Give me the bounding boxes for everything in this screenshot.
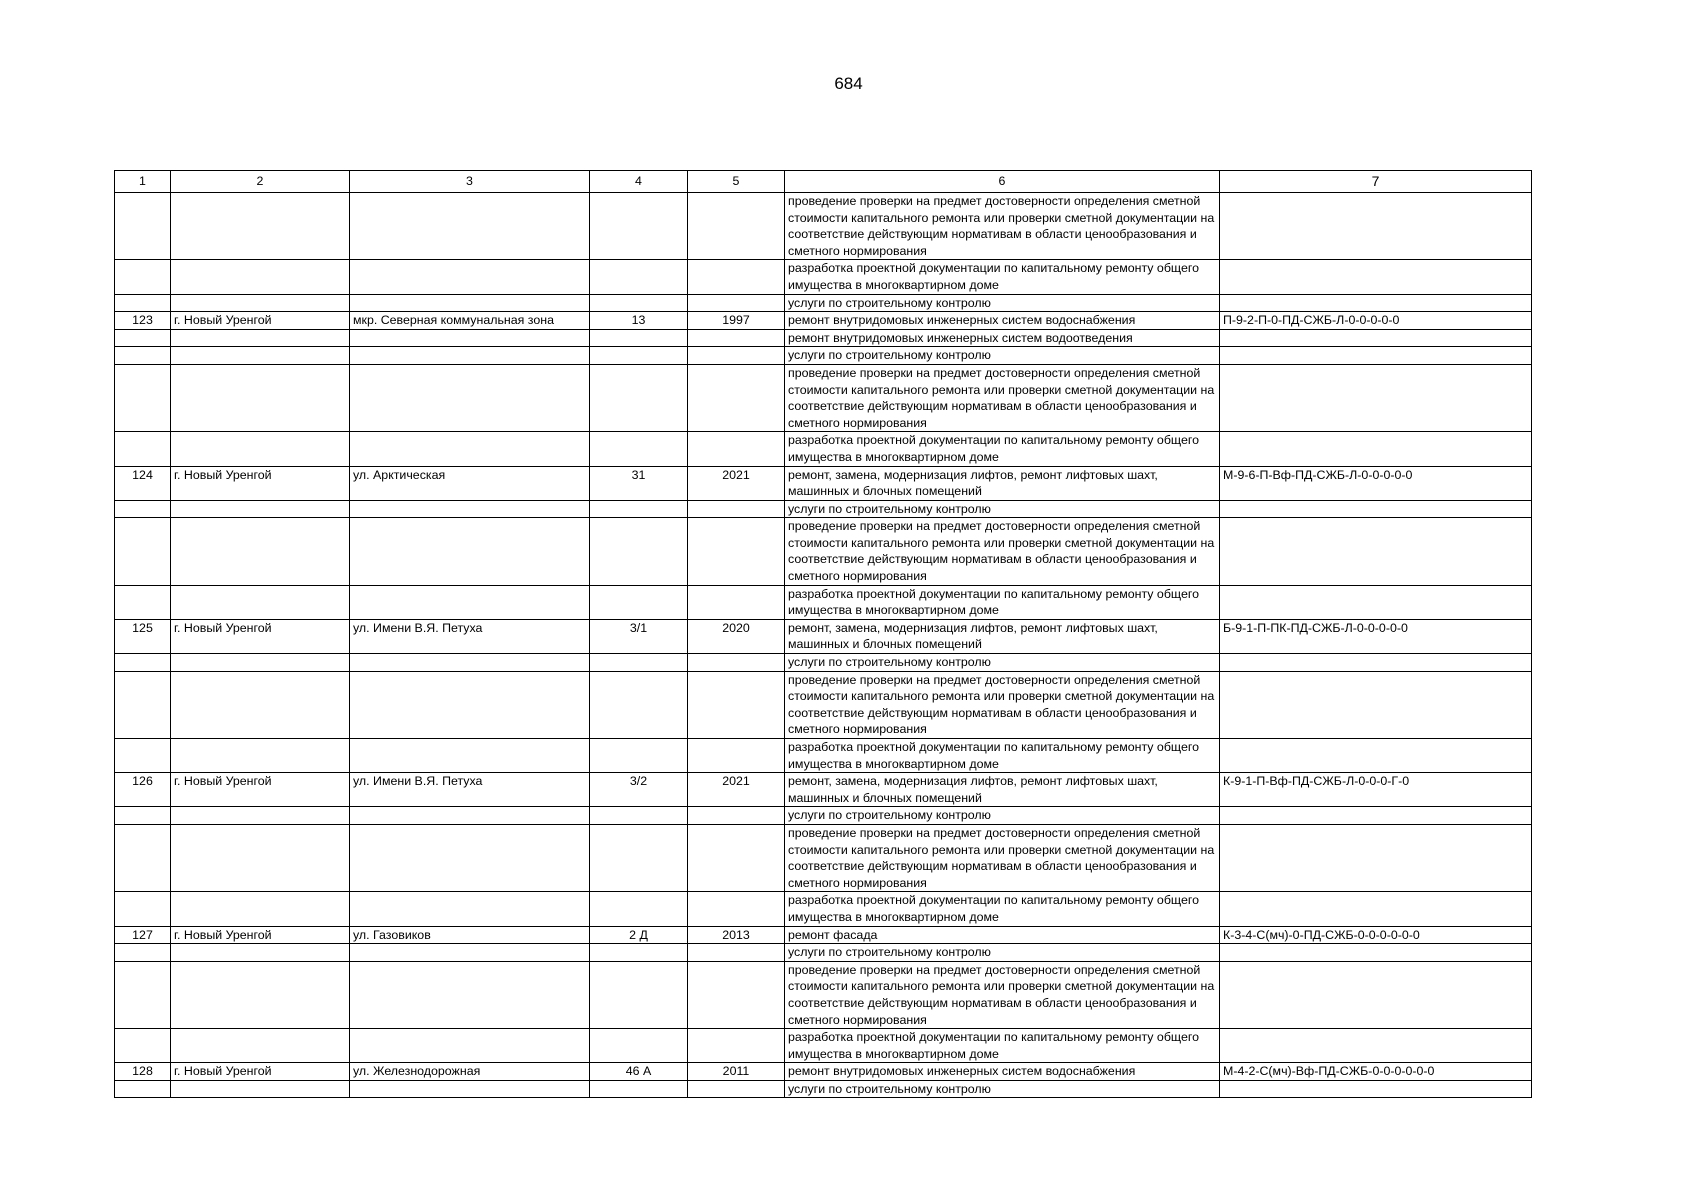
- work-type-cell: услуги по строительному контролю: [785, 807, 1220, 825]
- work-type-cell: разработка проектной документации по капитальному ремонту общего имущества в многоквартирном доме: [785, 585, 1220, 619]
- building-code-cell: М-9-6-П-Вф-ПД-СЖБ-Л-0-0-0-0-0: [1220, 466, 1532, 500]
- building-row: [115, 466, 1532, 500]
- work-row: [115, 1080, 1532, 1098]
- work-type-cell: разработка проектной документации по капитальному ремонту общего имущества в многоквартирном доме: [785, 1029, 1220, 1063]
- house-cell: [590, 294, 688, 312]
- building-row: [115, 773, 1532, 807]
- row-number-cell: [115, 432, 171, 466]
- column-header: 3: [350, 171, 590, 193]
- column-header: 2: [171, 171, 350, 193]
- work-type-cell: проведение проверки на предмет достоверности определения сметной стоимости капитального ремонта или проверки сметной документации на соответствие действующим нормативам в области ценообразования и сметного нормирования: [785, 518, 1220, 585]
- work-row: [115, 432, 1532, 466]
- work-type-cell: проведение проверки на предмет достоверности определения сметной стоимости капитального ремонта или проверки сметной документации на соответствие действующим нормативам в области ценообразования и сметного нормирования: [785, 671, 1220, 738]
- work-row: [115, 260, 1532, 294]
- capital-repair-table: [114, 170, 1532, 1098]
- work-row: [115, 347, 1532, 365]
- street-cell: [350, 654, 590, 672]
- city-cell: [171, 294, 350, 312]
- row-number-cell: [115, 585, 171, 619]
- city-cell: [171, 654, 350, 672]
- city-cell: г. Новый Уренгой: [171, 1063, 350, 1081]
- street-cell: [350, 807, 590, 825]
- work-type-cell: ремонт, замена, модернизация лифтов, ремонт лифтовых шахт, машинных и блочных помещений: [785, 619, 1220, 653]
- work-row: [115, 585, 1532, 619]
- row-number-cell: [115, 260, 171, 294]
- building-code-cell: М-4-2-С(мч)-Вф-ПД-СЖБ-0-0-0-0-0-0: [1220, 1063, 1532, 1081]
- building-code-cell: [1220, 294, 1532, 312]
- row-number-cell: [115, 944, 171, 962]
- building-code-cell: [1220, 329, 1532, 347]
- street-cell: ул. Имени В.Я. Петуха: [350, 619, 590, 653]
- year-cell: [688, 294, 785, 312]
- year-cell: [688, 961, 785, 1028]
- row-number-cell: [115, 500, 171, 518]
- house-cell: [590, 193, 688, 260]
- building-row: [115, 926, 1532, 944]
- work-type-cell: ремонт, замена, модернизация лифтов, ремонт лифтовых шахт, машинных и блочных помещений: [785, 773, 1220, 807]
- work-type-cell: проведение проверки на предмет достоверности определения сметной стоимости капитального ремонта или проверки сметной документации на соответствие действующим нормативам в области ценообразования и сметного нормирования: [785, 193, 1220, 260]
- work-type-cell: проведение проверки на предмет достоверности определения сметной стоимости капитального ремонта или проверки сметной документации на соответствие действующим нормативам в области ценообразования и сметного нормирования: [785, 364, 1220, 431]
- street-cell: [350, 432, 590, 466]
- work-row: [115, 518, 1532, 585]
- work-row: [115, 892, 1532, 926]
- row-number-cell: [115, 329, 171, 347]
- work-row: [115, 961, 1532, 1028]
- row-number-cell: [115, 961, 171, 1028]
- row-number-cell: 128: [115, 1063, 171, 1081]
- building-code-cell: [1220, 944, 1532, 962]
- house-cell: [590, 585, 688, 619]
- work-type-cell: разработка проектной документации по капитальному ремонту общего имущества в многоквартирном доме: [785, 432, 1220, 466]
- work-type-cell: проведение проверки на предмет достоверности определения сметной стоимости капитального ремонта или проверки сметной документации на соответствие действующим нормативам в области ценообразования и сметного нормирования: [785, 824, 1220, 891]
- work-row: [115, 671, 1532, 738]
- city-cell: [171, 739, 350, 773]
- city-cell: [171, 671, 350, 738]
- year-cell: [688, 1029, 785, 1063]
- row-number-cell: 126: [115, 773, 171, 807]
- row-number-cell: [115, 1029, 171, 1063]
- row-number-cell: [115, 671, 171, 738]
- city-cell: [171, 892, 350, 926]
- year-cell: [688, 671, 785, 738]
- city-cell: г. Новый Уренгой: [171, 312, 350, 330]
- city-cell: [171, 518, 350, 585]
- street-cell: [350, 329, 590, 347]
- house-cell: [590, 329, 688, 347]
- city-cell: [171, 500, 350, 518]
- year-cell: [688, 329, 785, 347]
- row-number-cell: 123: [115, 312, 171, 330]
- work-row: [115, 654, 1532, 672]
- city-cell: г. Новый Уренгой: [171, 466, 350, 500]
- street-cell: ул. Имени В.Я. Петуха: [350, 773, 590, 807]
- row-number-cell: [115, 824, 171, 891]
- city-cell: г. Новый Уренгой: [171, 773, 350, 807]
- building-code-cell: [1220, 1080, 1532, 1098]
- page-number: 684: [834, 74, 863, 93]
- year-cell: 2013: [688, 926, 785, 944]
- building-code-cell: Б-9-1-П-ПК-ПД-СЖБ-Л-0-0-0-0-0: [1220, 619, 1532, 653]
- house-cell: [590, 518, 688, 585]
- year-cell: [688, 347, 785, 365]
- street-cell: [350, 364, 590, 431]
- work-type-cell: услуги по строительному контролю: [785, 347, 1220, 365]
- column-header: 5: [688, 171, 785, 193]
- street-cell: [350, 518, 590, 585]
- street-cell: [350, 892, 590, 926]
- building-code-cell: К-3-4-С(мч)-0-ПД-СЖБ-0-0-0-0-0-0: [1220, 926, 1532, 944]
- work-type-cell: ремонт внутридомовых инженерных систем водоснабжения: [785, 1063, 1220, 1081]
- building-code-cell: К-9-1-П-Вф-ПД-СЖБ-Л-0-0-0-Г-0: [1220, 773, 1532, 807]
- house-cell: [590, 671, 688, 738]
- city-cell: г. Новый Уренгой: [171, 926, 350, 944]
- work-row: [115, 329, 1532, 347]
- house-cell: [590, 260, 688, 294]
- house-cell: [590, 1080, 688, 1098]
- year-cell: [688, 500, 785, 518]
- building-row: [115, 1063, 1532, 1081]
- year-cell: [688, 824, 785, 891]
- street-cell: [350, 944, 590, 962]
- year-cell: [688, 654, 785, 672]
- building-code-cell: [1220, 671, 1532, 738]
- year-cell: 2021: [688, 773, 785, 807]
- street-cell: ул. Газовиков: [350, 926, 590, 944]
- work-type-cell: услуги по строительному контролю: [785, 500, 1220, 518]
- row-number-cell: [115, 654, 171, 672]
- city-cell: [171, 347, 350, 365]
- work-type-cell: услуги по строительному контролю: [785, 294, 1220, 312]
- work-row: [115, 193, 1532, 260]
- year-cell: [688, 807, 785, 825]
- work-type-cell: услуги по строительному контролю: [785, 654, 1220, 672]
- street-cell: [350, 294, 590, 312]
- year-cell: [688, 739, 785, 773]
- building-code-cell: [1220, 347, 1532, 365]
- building-code-cell: [1220, 739, 1532, 773]
- column-header: 6: [785, 171, 1220, 193]
- city-cell: [171, 1029, 350, 1063]
- work-row: [115, 500, 1532, 518]
- house-cell: [590, 432, 688, 466]
- city-cell: [171, 329, 350, 347]
- house-cell: 3/2: [590, 773, 688, 807]
- building-code-cell: П-9-2-П-0-ПД-СЖБ-Л-0-0-0-0-0: [1220, 312, 1532, 330]
- year-cell: [688, 585, 785, 619]
- house-cell: [590, 807, 688, 825]
- work-row: [115, 739, 1532, 773]
- work-type-cell: услуги по строительному контролю: [785, 944, 1220, 962]
- building-code-cell: [1220, 892, 1532, 926]
- city-cell: [171, 432, 350, 466]
- street-cell: [350, 585, 590, 619]
- year-cell: [688, 260, 785, 294]
- year-cell: [688, 892, 785, 926]
- street-cell: ул. Арктическая: [350, 466, 590, 500]
- city-cell: [171, 944, 350, 962]
- year-cell: [688, 432, 785, 466]
- building-code-cell: [1220, 807, 1532, 825]
- year-cell: 2011: [688, 1063, 785, 1081]
- house-cell: [590, 500, 688, 518]
- street-cell: ул. Железнодорожная: [350, 1063, 590, 1081]
- city-cell: [171, 961, 350, 1028]
- work-row: [115, 807, 1532, 825]
- row-number-cell: [115, 739, 171, 773]
- street-cell: [350, 671, 590, 738]
- year-cell: 2021: [688, 466, 785, 500]
- house-cell: [590, 824, 688, 891]
- house-cell: 13: [590, 312, 688, 330]
- house-cell: [590, 739, 688, 773]
- year-cell: [688, 193, 785, 260]
- city-cell: [171, 807, 350, 825]
- work-row: [115, 944, 1532, 962]
- work-type-cell: ремонт внутридомовых инженерных систем водоснабжения: [785, 312, 1220, 330]
- row-number-cell: [115, 892, 171, 926]
- house-cell: [590, 347, 688, 365]
- building-code-cell: [1220, 260, 1532, 294]
- year-cell: [688, 944, 785, 962]
- house-cell: [590, 364, 688, 431]
- column-header: 1: [115, 171, 171, 193]
- work-type-cell: разработка проектной документации по капитальному ремонту общего имущества в многоквартирном доме: [785, 892, 1220, 926]
- column-header: 4: [590, 171, 688, 193]
- column-header: 7: [1220, 171, 1532, 193]
- house-cell: [590, 892, 688, 926]
- building-row: [115, 619, 1532, 653]
- year-cell: 2020: [688, 619, 785, 653]
- street-cell: [350, 193, 590, 260]
- building-code-cell: [1220, 1029, 1532, 1063]
- work-row: [115, 824, 1532, 891]
- building-row: [115, 312, 1532, 330]
- street-cell: [350, 1080, 590, 1098]
- row-number-cell: [115, 294, 171, 312]
- building-code-cell: [1220, 364, 1532, 431]
- row-number-cell: [115, 347, 171, 365]
- work-type-cell: ремонт фасада: [785, 926, 1220, 944]
- street-cell: мкр. Северная коммунальная зона: [350, 312, 590, 330]
- year-cell: [688, 364, 785, 431]
- house-cell: [590, 654, 688, 672]
- house-cell: 46 А: [590, 1063, 688, 1081]
- building-code-cell: [1220, 500, 1532, 518]
- house-cell: [590, 944, 688, 962]
- street-cell: [350, 961, 590, 1028]
- city-cell: [171, 585, 350, 619]
- work-row: [115, 294, 1532, 312]
- building-code-cell: [1220, 824, 1532, 891]
- city-cell: г. Новый Уренгой: [171, 619, 350, 653]
- work-type-cell: разработка проектной документации по капитальному ремонту общего имущества в многоквартирном доме: [785, 260, 1220, 294]
- row-number-cell: [115, 1080, 171, 1098]
- building-code-cell: [1220, 961, 1532, 1028]
- house-cell: [590, 1029, 688, 1063]
- house-cell: 3/1: [590, 619, 688, 653]
- building-code-cell: [1220, 432, 1532, 466]
- row-number-cell: [115, 518, 171, 585]
- year-cell: [688, 1080, 785, 1098]
- building-code-cell: [1220, 585, 1532, 619]
- house-cell: 2 Д: [590, 926, 688, 944]
- row-number-cell: [115, 807, 171, 825]
- street-cell: [350, 500, 590, 518]
- city-cell: [171, 1080, 350, 1098]
- year-cell: 1997: [688, 312, 785, 330]
- work-type-cell: ремонт, замена, модернизация лифтов, ремонт лифтовых шахт, машинных и блочных помещений: [785, 466, 1220, 500]
- work-type-cell: ремонт внутридомовых инженерных систем водоотведения: [785, 329, 1220, 347]
- work-row: [115, 364, 1532, 431]
- street-cell: [350, 824, 590, 891]
- row-number-cell: 127: [115, 926, 171, 944]
- city-cell: [171, 260, 350, 294]
- work-row: [115, 1029, 1532, 1063]
- house-cell: 31: [590, 466, 688, 500]
- year-cell: [688, 518, 785, 585]
- city-cell: [171, 193, 350, 260]
- building-code-cell: [1220, 654, 1532, 672]
- city-cell: [171, 824, 350, 891]
- building-code-cell: [1220, 193, 1532, 260]
- row-number-cell: 125: [115, 619, 171, 653]
- work-type-cell: разработка проектной документации по капитальному ремонту общего имущества в многоквартирном доме: [785, 739, 1220, 773]
- row-number-cell: [115, 193, 171, 260]
- street-cell: [350, 260, 590, 294]
- building-code-cell: [1220, 518, 1532, 585]
- row-number-cell: 124: [115, 466, 171, 500]
- street-cell: [350, 1029, 590, 1063]
- street-cell: [350, 347, 590, 365]
- city-cell: [171, 364, 350, 431]
- column-number-row: [115, 171, 1532, 193]
- street-cell: [350, 739, 590, 773]
- house-cell: [590, 961, 688, 1028]
- row-number-cell: [115, 364, 171, 431]
- work-type-cell: проведение проверки на предмет достоверности определения сметной стоимости капитального ремонта или проверки сметной документации на соответствие действующим нормативам в области ценообразования и сметного нормирования: [785, 961, 1220, 1028]
- work-type-cell: услуги по строительному контролю: [785, 1080, 1220, 1098]
